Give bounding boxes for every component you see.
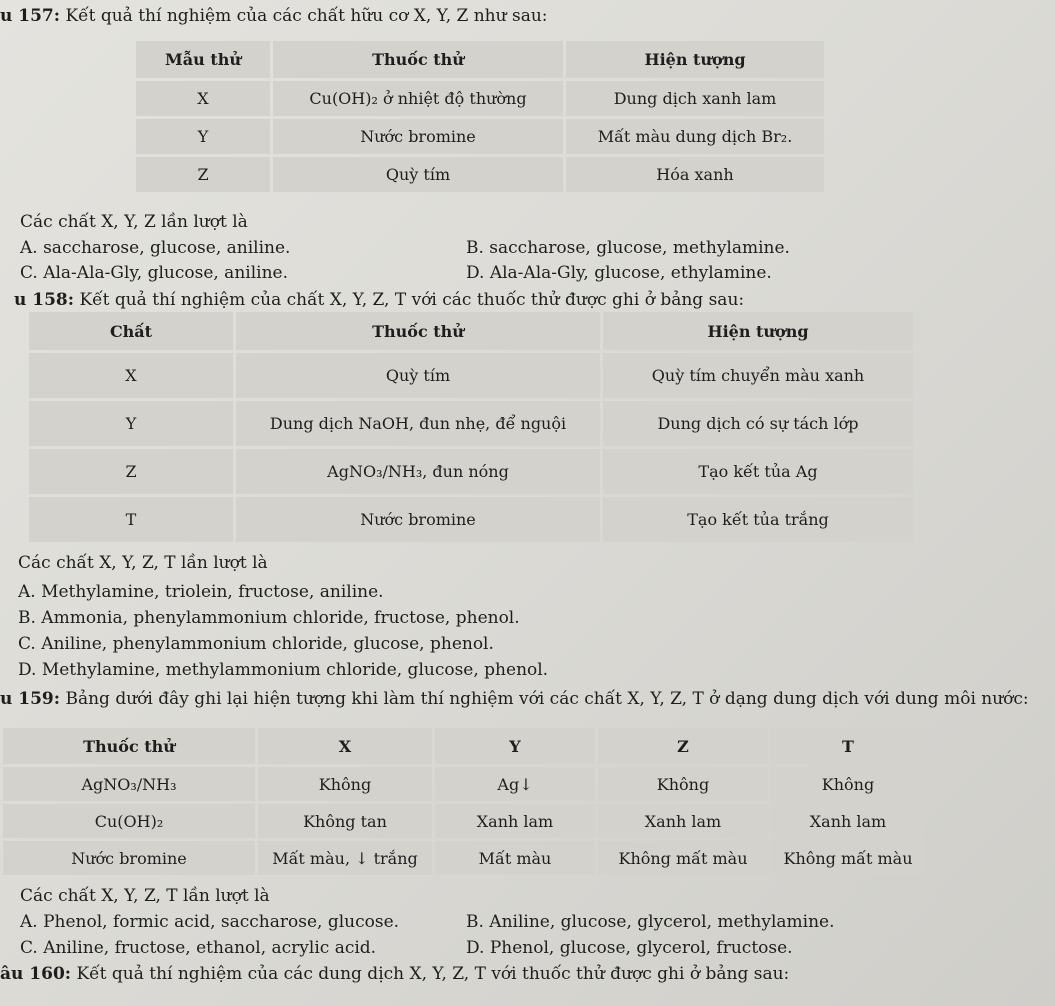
q157-prompt: Các chất X, Y, Z lần lượt là xyxy=(20,212,248,232)
q157-stem xyxy=(0,6,548,26)
q159-header-x: X xyxy=(258,728,432,764)
table-cell: Không tan xyxy=(258,804,432,838)
table-row xyxy=(3,804,925,838)
table-row xyxy=(3,767,925,801)
table-cell: Nước bromine xyxy=(236,497,600,542)
table-cell: Tạo kết tủa Ag xyxy=(603,449,913,494)
table-row xyxy=(29,353,913,398)
table-cell: X xyxy=(29,353,233,398)
q159-header-t: T xyxy=(771,728,925,764)
table-row xyxy=(136,81,824,116)
q158-option-d[interactable]: D. Methylamine, methylammonium chloride, glucose, phenol. xyxy=(18,660,549,680)
q158-option-b[interactable]: B. Ammonia, phenylammonium chloride, fructose, phenol. xyxy=(18,608,520,628)
q159-prompt: Các chất X, Y, Z, T lần lượt là xyxy=(20,886,270,906)
q160-text: Kết quả thí nghiệm của các dung dịch X, Y, Z, T với thuốc thử được ghi ở bảng sau: xyxy=(76,964,790,984)
table-row xyxy=(29,449,913,494)
q158-heading: u 158: xyxy=(14,290,75,310)
q158-option-c[interactable]: C. Aniline, phenylammonium chloride, glucose, phenol. xyxy=(18,634,494,654)
q157-option-d[interactable]: D. Ala-Ala-Gly, glucose, ethylamine. xyxy=(466,263,772,283)
q157-option-a[interactable]: A. saccharose, glucose, aniline. xyxy=(20,238,291,258)
table-cell: Ag↓ xyxy=(435,767,595,801)
table-cell: Xanh lam xyxy=(771,804,925,838)
table-cell: Hóa xanh xyxy=(566,157,824,192)
q159-heading: u 159: xyxy=(0,689,61,709)
q157-header-reagent: Thuốc thử xyxy=(273,41,563,78)
q158-stem xyxy=(14,290,744,310)
table-cell: Mất màu, ↓ trắng xyxy=(258,841,432,875)
table-cell: T xyxy=(29,497,233,542)
q158-prompt: Các chất X, Y, Z, T lần lượt là xyxy=(18,553,268,573)
table-row xyxy=(29,497,913,542)
table-cell: Mất màu xyxy=(435,841,595,875)
table-cell: Z xyxy=(136,157,270,192)
q157-header-sample: Mẫu thử xyxy=(136,41,270,78)
table-cell: Không mất màu xyxy=(771,841,925,875)
q157-table xyxy=(133,38,827,195)
table-cell: Y xyxy=(29,401,233,446)
q160-stem xyxy=(0,964,789,984)
q158-header-reagent: Thuốc thử xyxy=(236,312,600,350)
q159-option-a[interactable]: A. Phenol, formic acid, saccharose, glucose. xyxy=(20,912,400,932)
table-cell: Quỳ tím chuyển màu xanh xyxy=(603,353,913,398)
q159-text: Bảng dưới đây ghi lại hiện tượng khi làm thí nghiệm với các chất X, Y, Z, T ở dạng dung dịch với dung môi nước: xyxy=(65,689,1029,709)
table-cell: Không xyxy=(598,767,768,801)
q157-heading: u 157: xyxy=(0,6,61,26)
table-cell: Dung dịch NaOH, đun nhẹ, để nguội xyxy=(236,401,600,446)
table-cell: AgNO₃/NH₃ xyxy=(3,767,255,801)
table-row xyxy=(29,401,913,446)
table-cell: Nước bromine xyxy=(273,119,563,154)
q159-option-d[interactable]: D. Phenol, glucose, glycerol, fructose. xyxy=(466,938,793,958)
q157-text: Kết quả thí nghiệm của các chất hữu cơ X, Y, Z như sau: xyxy=(65,6,548,26)
table-cell: Y xyxy=(136,119,270,154)
q158-header-substance: Chất xyxy=(29,312,233,350)
table-cell: Dung dịch xanh lam xyxy=(566,81,824,116)
table-cell: Tạo kết tủa trắng xyxy=(603,497,913,542)
q160-heading: âu 160: xyxy=(0,964,72,984)
q159-table xyxy=(0,725,928,878)
table-cell: AgNO₃/NH₃, đun nóng xyxy=(236,449,600,494)
table-cell: Nước bromine xyxy=(3,841,255,875)
q158-text: Kết quả thí nghiệm của chất X, Y, Z, T với các thuốc thử được ghi ở bảng sau: xyxy=(79,290,745,310)
table-cell: Không xyxy=(258,767,432,801)
q157-header-phenomenon: Hiện tượng xyxy=(566,41,824,78)
table-cell: Quỳ tím xyxy=(273,157,563,192)
q157-option-b[interactable]: B. saccharose, glucose, methylamine. xyxy=(466,238,790,258)
table-cell: Mất màu dung dịch Br₂. xyxy=(566,119,824,154)
table-cell: Cu(OH)₂ ở nhiệt độ thường xyxy=(273,81,563,116)
q158-header-phenomenon: Hiện tượng xyxy=(603,312,913,350)
table-cell: Z xyxy=(29,449,233,494)
q159-header-z: Z xyxy=(598,728,768,764)
table-cell: Không mất màu xyxy=(598,841,768,875)
table-row xyxy=(136,157,824,192)
q158-option-a[interactable]: A. Methylamine, triolein, fructose, aniline. xyxy=(18,582,384,602)
q159-header-reagent: Thuốc thử xyxy=(3,728,255,764)
q159-option-c[interactable]: C. Aniline, fructose, ethanol, acrylic acid. xyxy=(20,938,377,958)
table-cell: Cu(OH)₂ xyxy=(3,804,255,838)
table-cell: Dung dịch có sự tách lớp xyxy=(603,401,913,446)
q157-option-c[interactable]: C. Ala-Ala-Gly, glucose, aniline. xyxy=(20,263,288,283)
q159-option-b[interactable]: B. Aniline, glucose, glycerol, methylamine. xyxy=(466,912,835,932)
table-cell: Xanh lam xyxy=(435,804,595,838)
table-cell: Không xyxy=(771,767,925,801)
q159-header-y: Y xyxy=(435,728,595,764)
q159-stem xyxy=(0,689,1029,709)
table-row xyxy=(3,841,925,875)
q158-table xyxy=(26,309,916,545)
table-cell: Xanh lam xyxy=(598,804,768,838)
table-cell: X xyxy=(136,81,270,116)
table-cell: Quỳ tím xyxy=(236,353,600,398)
table-row xyxy=(136,119,824,154)
